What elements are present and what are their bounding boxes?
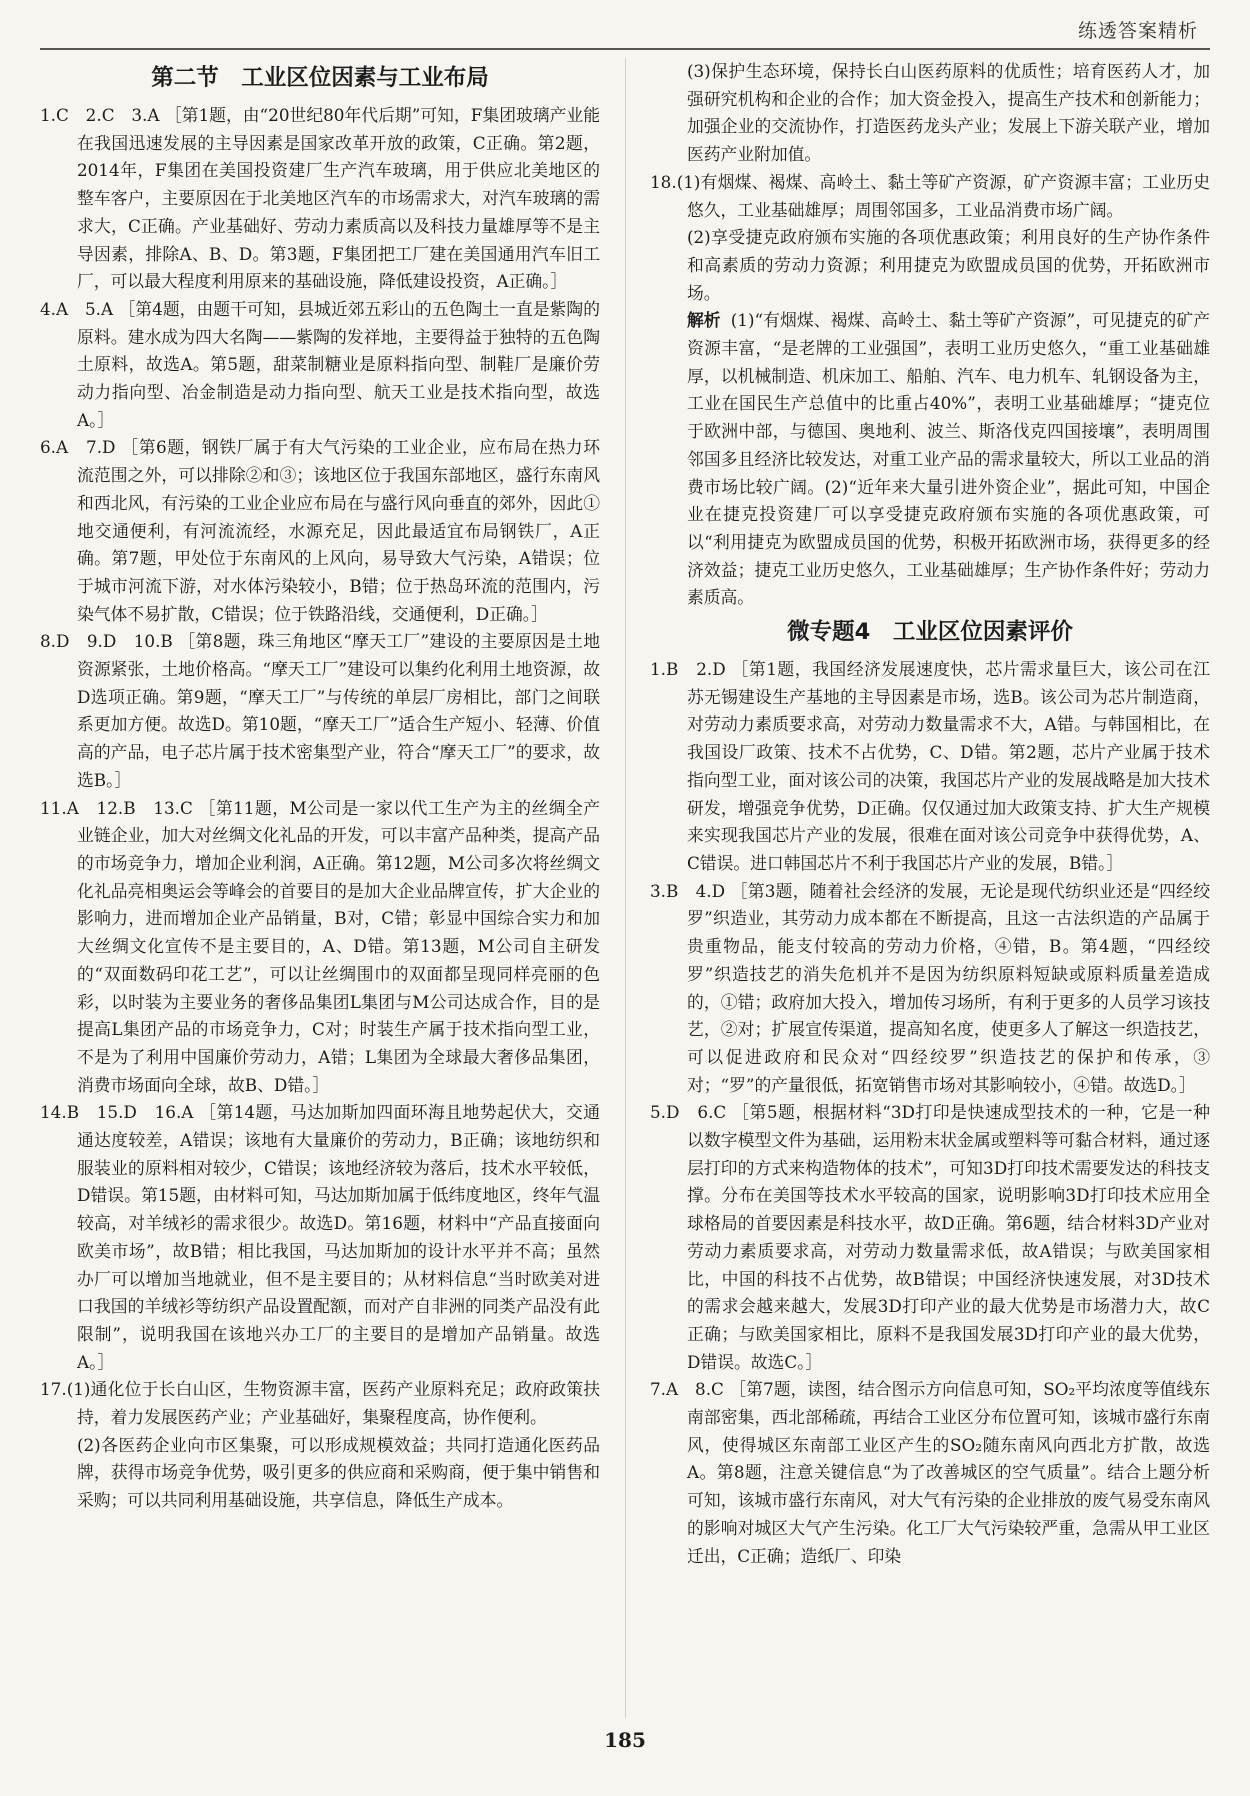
- answer-entry: 1.C 2.C 3.A ［第1题，由“20世纪80年代后期”可知，F集团玻璃产业能在我国迅速发展的主导因素是国家改革开放的政策，C正确。第2题，2014年，F集团在美国投资建厂生产汽车玻璃，用于供应北美地区的整车客户，主要原因在于北美地区汽车的市场需求大，对汽车玻璃的需求大，C正确。产业基础好、劳动力素质高以及科技力量雄厚等不是主导因素，排除A、B、D。第3题，F集团把工厂建在美国通用汽车旧工厂，可以最大程度利用原来的基础设施，降低建设投资，A正确。］: [40, 105, 600, 292]
- answer-entry: 18.(1)有烟煤、褐煤、高岭土、黏土等矿产资源，矿产资源丰富；工业历史悠久，工业基础雄厚；周围邻国多，工业品消费市场广阔。: [650, 171, 1210, 220]
- analysis-label: 解析: [686, 310, 721, 331]
- answer-subpart: (2)享受捷克政府颁布实施的各项优惠政策；利用良好的生产协作条件和高素质的劳动力资源；利用捷克为欧盟成员国的优势，开拓欧洲市场。: [686, 227, 1210, 303]
- answer-entry: 17.(1)通化位于长白山区，生物资源丰富，医药产业原料充足；政府政策扶持，着力发展医药产业；产业基础好，集聚程度高，协作便利。: [40, 1379, 600, 1428]
- section-title: 微专题4 工业区位因素评价: [787, 619, 1073, 646]
- answer-subpart: (2)各医药企业向市区集聚，可以形成规模效益；共同打造通化医药品牌，获得市场竞争优势，吸引更多的供应商和采购商，便于集中销售和采购；可以共同利用基础设施，共享信息，降低生产成本。: [76, 1434, 600, 1511]
- running-header: 练透答案精析: [1077, 20, 1198, 42]
- answer-entry: 14.B 15.D 16.A ［第14题，马达加斯加四面环海且地势起伏大，交通通达度较差，A错误；该地有大量廉价的劳动力，B正确；该地纺织和服装业的原料相对较少，C错误；该地经济较为落后，技术水平较低，D错误。第15题，由材料可知，马达加斯加属于低纬度地区，终年气温较高，对羊绒衫的需求很少。故选D。第16题，材料中“产品直接面向欧美市场”，故B错；相比我国，马达加斯加的设计水平并不高；虽然办厂可以增加当地就业，但不是主要目的；从材料信息“当时欧美对进口我国的羊绒衫等纺织产品设置配额，而对产自非洲的同类产品没有此限制”，说明我国在该地兴办工厂的主要目的是增加产品销量。故选A。］: [40, 1102, 600, 1372]
- answer-entry: 5.D 6.C ［第5题，根据材料“3D打印是快速成型技术的一种，它是一种以数字模型文件为基础，运用粉末状金属或塑料等可黏合材料，通过逐层打印的方式来构造物体的技术”，可知3D打印技术需要发达的科技支撑。分布在美国等技术水平较高的国家，说明影响3D打印技术应用全球格局的首要因素是科技水平，故D正确。第6题，结合材料3D产业对劳动力素质要求高，对劳动力数量需求低，故A错误；与欧美国家相比，中国的科技不占优势，故B错误；中国经济快速发展，对3D技术的需求会越来越大，发展3D打印产业的最大优势是市场潜力大，故C正确；与欧美国家相比，原料不是我国发展3D打印产业的最大优势，D错误。故选C。］: [650, 1102, 1210, 1372]
- left-column: [40, 58, 600, 1718]
- analysis-text: (1)“有烟煤、褐煤、高岭土、黏土等矿产资源”，可见捷克的矿产资源丰富，“是老牌的工业强国”，表明工业历史悠久，“重工业基础雄厚，以机械制造、机床加工、船舶、汽车、电力机车、轧钢设备为主，工业在国民生产总值中的比重占40%”，表明工业基础雄厚；“捷克位于欧洲中部，与德国、奥地利、波兰、斯洛伐克四国接壤”，表明周围邻国多且经济比较发达，对重工业产品的需求量较大，所以工业品的消费市场比较广阔。(2)“近年来大量引进外资企业”，据此可知，中国企业在捷克投资建厂可以享受捷克政府颁布实施的各项优惠政策，可以“利用捷克为欧盟成员国的优势，积极开拓欧洲市场，获得更多的经济效益；捷克工业历史悠久，工业基础雄厚；生产协作条件好；劳动力素质高。: [686, 310, 1210, 608]
- answer-entry: 8.D 9.D 10.B ［第8题，珠三角地区“摩天工厂”建设的主要原因是土地资源紧张，土地价格高。“摩天工厂”建设可以集约化利用土地资源，故D选项正确。第9题，“摩天工厂”与传统的单层厂房相比，部门之间联系更加方便。故选D。第10题，“摩天工厂”适合生产短小、轻薄、价值高的产品，电子芯片属于技术密集型产业，符合“摩天工厂”的要求，故选B。］: [40, 631, 600, 790]
- column-divider: [625, 58, 626, 1718]
- section-title: 第二节 工业区位因素与工业布局: [151, 65, 489, 91]
- page-number: 185: [604, 1728, 646, 1752]
- header-rule: [40, 48, 1210, 50]
- answer-entry: 1.B 2.D ［第1题，我国经济发展速度快，芯片需求量巨大，该公司在江苏无锡建设生产基地的主导因素是市场，选B。该公司为芯片制造商，对劳动力素质要求高，对劳动力数量需求不大，A错。与韩国相比，在我国设厂政策、技术不占优势，C、D错。第2题，芯片产业属于技术指向型工业，面对该公司的决策，我国芯片产业的发展战略是加大技术研发，增强竞争优势，D正确。仅仅通过加大政策支持、扩大生产规模来实现我国芯片产业的发展，很难在面对该公司竞争中获得优势，A、C错误。进口韩国芯片不利于我国芯片产业的发展，B错。］: [650, 659, 1210, 873]
- right-column: [650, 58, 1210, 1718]
- answer-entry: 11.A 12.B 13.C ［第11题，M公司是一家以代工生产为主的丝绸全产业链企业，加大对丝绸文化礼品的开发，可以丰富产品种类，提高产品的市场竞争力，增加企业利润，A正确。第12题，M公司多次将丝绸文化礼品亮相奥运会等峰会的首要目的是加大企业品牌宣传，扩大企业的影响力，进而增加企业产品销量，B对，C错；彰显中国综合实力和加大丝绸文化宣传不是主要目的，A、D错。第13题，M公司自主研发的“双面数码印花工艺”，可以让丝绸围巾的双面都呈现同样亮丽的色彩，以时装为主要业务的奢侈品集团L集团与M公司达成合作，目的是提高L集团产品的市场竞争力，C对；时装生产属于技术指向型工业，不是为了利用中国廉价劳动力，A错；L集团为全球最大奢侈品集团，消费市场面向全球，故B、D错。］: [40, 797, 600, 1095]
- answer-entry: 4.A 5.A ［第4题，由题干可知，县城近郊五彩山的五色陶土一直是紫陶的原料。建水成为四大名陶——紫陶的发祥地，主要得益于独特的五色陶土原料，故选A。第5题，甜菜制糖业是原料指向型、制鞋厂是廉价劳动力指向型、冶金制造是动力指向型、航天工业是技术指向型，故选A。］: [40, 298, 600, 430]
- answer-entry: 6.A 7.D ［第6题，钢铁厂属于有大气污染的工业企业，应布局在热力环流范围之外，可以排除②和③；该地区位于我国东部地区，盛行东南风和西北风，有污染的工业企业应布局在与盛行风向垂直的郊外，因此①地交通便利，有河流流经，水源充足，因此最适宜布局钢铁厂，A正确。第7题，甲处位于东南风的上风向，易导致大气污染，A错误；位于城市河流下游，对水体污染较小，B错；位于热岛环流的范围内，污染气体不易扩散，C错误；位于铁路沿线，交通便利，D正确。］: [40, 437, 600, 624]
- answer-subpart: (3)保护生态环境，保持长白山医药原料的优质性；培育医药人才，加强研究机构和企业的合作；加大资金投入，提高生产技术和创新能力；加强企业的交流协作，打造医药龙头产业；发展上下游关联产业，增加医药产业附加值。: [686, 61, 1210, 165]
- analysis-paragraph: [650, 307, 1210, 612]
- answer-entry: 3.B 4.D ［第3题，随着社会经济的发展，无论是现代纺织业还是“四经绞罗”织造业，其劳动力成本都在不断提高，且这一古法织造的产品属于贵重物品，能支付较高的劳动力价格，④错，B。第4题，“四经绞罗”织造技艺的消失危机并不是因为纺织原料短缺或原料质量差造成的，①错；政府加大投入，增加传习场所，有利于更多的人员学习该技艺，②对；扩展宣传渠道，提高知名度，使更多人了解这一织造技艺，可以促进政府和民众对“四经绞罗”织造技艺的保护和传承，③对；“罗”的产量很低，拓宽销售市场对其影响较小，④错。故选D。］: [650, 880, 1210, 1095]
- answer-entry: 7.A 8.C ［第7题，读图，结合图示方向信息可知，SO₂平均浓度等值线东南部密集，西北部稀疏，再结合工业区分布位置可知，该城市盛行东南风，使得城区东南部工业区产生的SO₂随东南风向西北方扩散，故选A。第8题，注意关键信息“为了改善城区的空气质量”。结合上题分析可知，该城市盛行东南风，对大气有污染的企业排放的废气易受东南风的影响对城区大气产生污染。化工厂大气污染较严重，急需从甲工业区迁出，C正确；造纸厂、印染: [650, 1379, 1210, 1566]
